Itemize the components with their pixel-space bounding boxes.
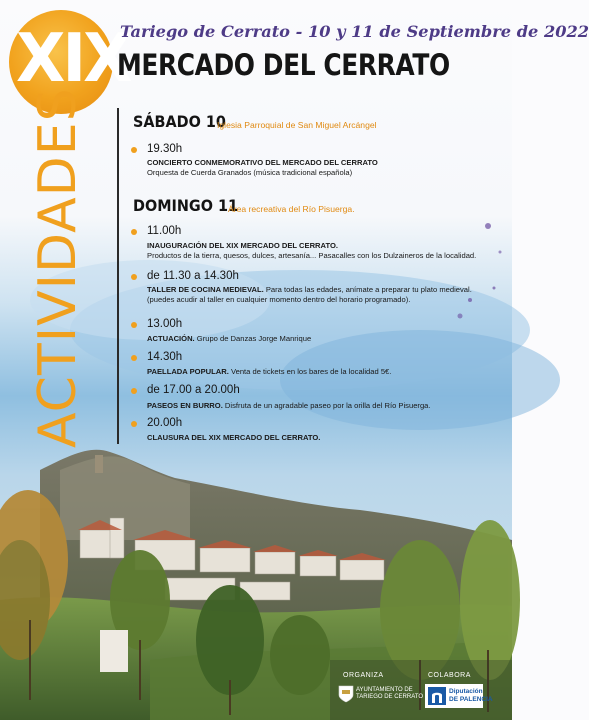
diputacion-arch-icon xyxy=(428,687,446,705)
day-place-sunday: Área recreativa del Río Pisuerga. xyxy=(228,204,355,214)
event-time: 11.00h xyxy=(147,225,182,237)
event-description-line: CLAUSURA DEL XIX MERCADO DEL CERRATO. xyxy=(147,433,321,442)
colabora-label: COLABORA xyxy=(428,672,471,679)
event-description-line: PASEOS EN BURRO. Disfruta de un agradable paseo por la orilla del Río Pisuerga. xyxy=(147,401,431,410)
event-time: 14.30h xyxy=(147,351,183,363)
event-time: de 11.30 a 14.30h xyxy=(147,270,239,282)
event-description-line: ACTUACIÓN. Grupo de Danzas Jorge Manrique xyxy=(147,334,312,343)
event-time: 13.00h xyxy=(147,318,183,330)
collaborator-name: Diputación DE PALENCIA xyxy=(449,688,493,703)
organizer-name: AYUNTAMIENTO DE TARIEGO DE CERRATO xyxy=(356,687,424,700)
page-title: MERCADO DEL CERRATO xyxy=(117,48,450,82)
event-time: 19.30h xyxy=(147,143,183,155)
day-place-saturday: Iglesia Parroquial de San Miguel Arcángel xyxy=(217,120,377,130)
event-description-line: TALLER DE COCINA MEDIEVAL. Para todas las edades, anímate a preparar tu plato medieval. xyxy=(147,285,472,294)
bullet-dot xyxy=(131,421,137,427)
event-description-line: INAUGURACIÓN DEL XIX MERCADO DEL CERRATO. xyxy=(147,241,338,250)
bullet-dot xyxy=(131,147,137,153)
divider-line xyxy=(117,108,119,444)
event-subtitle: Tariego de Cerrato - 10 y 11 de Septiembre de 2022 xyxy=(120,22,589,41)
bullet-dot xyxy=(131,274,137,280)
event-description-line: Productos de la tierra, quesos, dulces, artesanía... Pasacalles con los Dulzaineros de la localidad. xyxy=(147,251,477,260)
edition-number: XIX xyxy=(16,20,130,98)
town-coat-of-arms-icon xyxy=(338,685,354,703)
bullet-dot xyxy=(131,322,137,328)
organiza-label: ORGANIZA xyxy=(343,672,384,679)
event-time: de 17.00 a 20.00h xyxy=(147,384,240,396)
event-description-line: CONCIERTO CONMEMORATIVO DEL MERCADO DEL CERRATO xyxy=(147,158,378,167)
event-description-line: Orquesta de Cuerda Granados (música tradicional española) xyxy=(147,168,353,177)
event-time: 20.00h xyxy=(147,417,183,429)
event-description-line: PAELLADA POPULAR. Venta de tickets en los bares de la localidad 5€. xyxy=(147,367,392,376)
bullet-dot xyxy=(131,229,137,235)
bullet-dot xyxy=(131,388,137,394)
activities-vertical-heading: ACTIVIDADES xyxy=(28,87,88,448)
bullet-dot xyxy=(131,355,137,361)
event-description-line: (puedes acudir al taller en cualquier momento dentro del horario programado). xyxy=(147,295,411,304)
day-title-sunday: DOMINGO 11 xyxy=(133,196,239,215)
day-title-saturday: SÁBADO 10 xyxy=(133,112,226,131)
